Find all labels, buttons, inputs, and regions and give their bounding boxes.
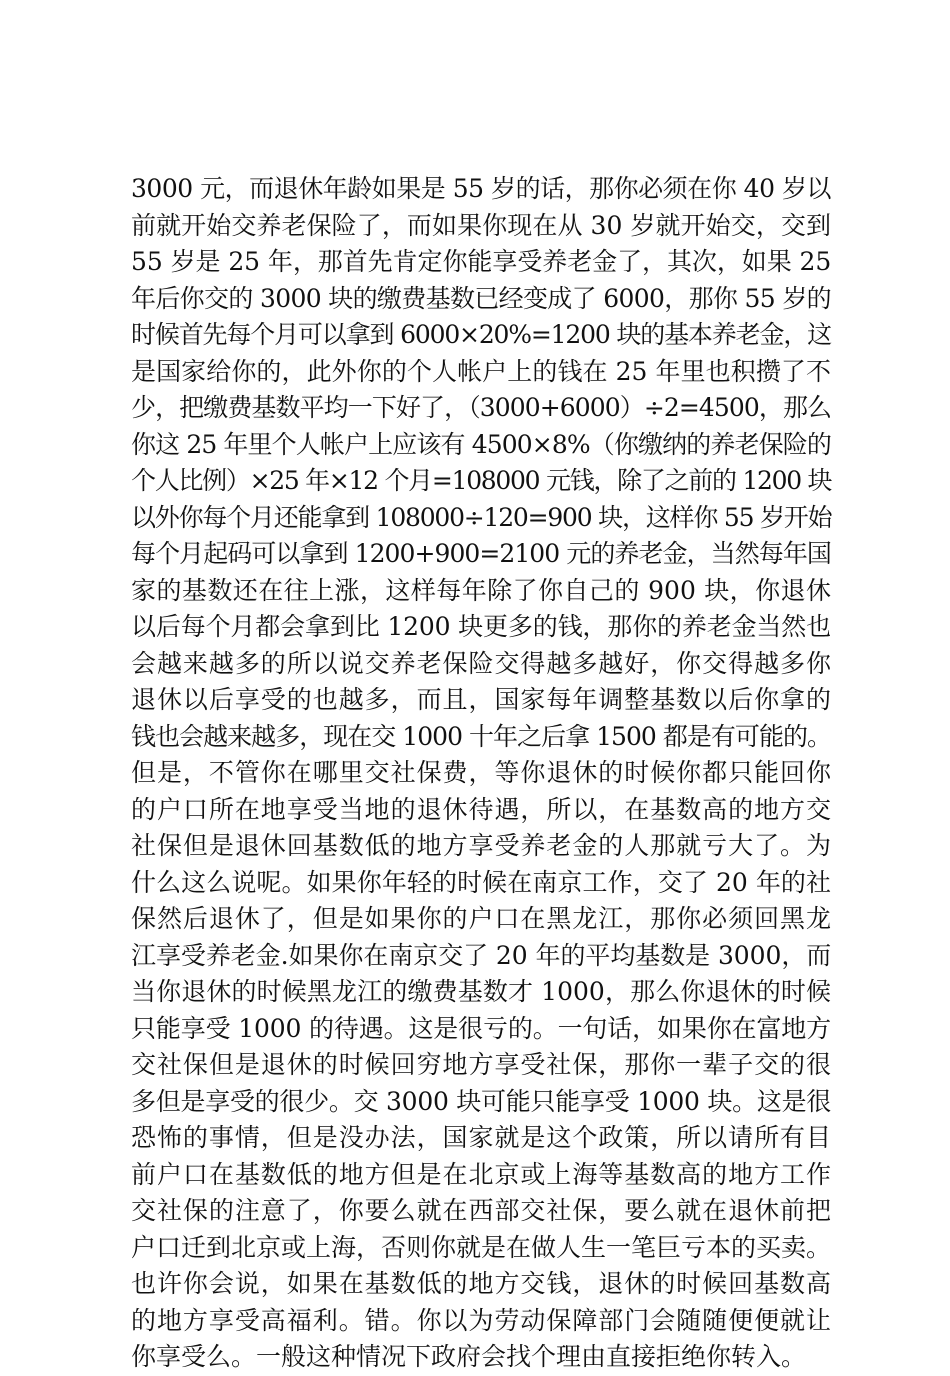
text-line-27: 恐怖的事情，但是没办法，国家就是这个政策，所以请所有目 <box>131 1123 831 1152</box>
text-line-21: 保然后退休了，但是如果你的户口在黑龙江，那你必须回黑龙 <box>131 904 831 933</box>
text-line-32: 的地方享受高福利。错。你以为劳动保障部门会随随便便就让 <box>131 1305 831 1335</box>
text-line-13: 以后每个月都会拿到比 1200 块更多的钱，那你的养老金当然也 <box>131 612 831 641</box>
text-line-20: 什么这么说呢。如果你年轻的时候在南京工作，交了 20 年的社 <box>131 867 831 897</box>
text-line-26: 多但是享受的很少。交 3000 块可能只能享受 1000 块。这是很 <box>131 1086 832 1116</box>
text-line-33: 你享受么。一般这种情况下政府会找个理由直接拒绝你转入。 <box>131 1342 807 1371</box>
text-line-11: 每个月起码可以拿到 1200+900=2100 元的养老金，当然每年国 <box>131 539 831 568</box>
text-line-19: 社保但是退休回基数低的地方享受养老金的人那就亏大了。为 <box>131 831 831 860</box>
text-line-8: 你这 25 年里个人帐户上应该有 4500×8%（你缴纳的养老保险的 <box>131 429 831 459</box>
text-line-16: 钱也会越来越多，现在交 1000 十年之后拿 1500 都是有可能的。 <box>131 721 832 751</box>
text-line-22: 江享受养老金.如果你在南京交了 20 年的平均基数是 3000，而 <box>131 940 832 970</box>
text-line-12: 家的基数还在往上涨，这样每年除了你自己的 900 块，你退休 <box>131 575 831 605</box>
text-line-30: 户口迁到北京或上海，否则你就是在做人生一笔巨亏本的买卖。 <box>131 1232 832 1262</box>
text-line-29: 交社保的注意了，你要么就在西部交社保，要么就在退休前把 <box>131 1196 831 1225</box>
text-line-4: 年后你交的 3000 块的缴费基数已经变成了 6000，那你 55 岁的 <box>131 283 831 313</box>
text-line-31: 也许你会说，如果在基数低的地方交钱，退休的时候回基数高 <box>131 1269 831 1298</box>
text-line-9: 个人比例）×25 年×12 个月=108000 元钱，除了之前的 1200 块 <box>131 466 832 495</box>
text-line-28: 前户口在基数低的地方但是在北京或上海等基数高的地方工作 <box>131 1159 831 1189</box>
text-line-25: 交社保但是退休的时候回穷地方享受社保，那你一辈子交的很 <box>131 1050 831 1079</box>
text-line-23: 当你退休的时候黑龙江的缴费基数才 1000，那么你退休的时候 <box>131 977 831 1006</box>
text-line-24: 只能享受 1000 的待遇。这是很亏的。一句话，如果你在富地方 <box>131 1013 831 1043</box>
text-line-1: 3000 元，而退休年龄如果是 55 岁的话，那你必须在你 40 岁以 <box>131 174 831 203</box>
text-line-2: 前就开始交养老保险了，而如果你现在从 30 岁就开始交，交到 <box>131 210 831 240</box>
body-text <box>131 171 831 1376</box>
text-line-7: 少，把缴费基数平均一下好了，（3000+6000）÷2=4500，那么 <box>131 393 832 422</box>
text-line-14: 会越来越多的所以说交养老保险交得越多越好，你交得越多你 <box>131 648 831 678</box>
text-line-10: 以外你每个月还能拿到 108000÷120=900 块，这样你 55 岁开始 <box>131 502 832 532</box>
text-line-6: 是国家给你的，此外你的个人帐户上的钱在 25 年里也积攒了不 <box>131 356 831 386</box>
text-line-17: 但是，不管你在哪里交社保费，等你退休的时候你都只能回你 <box>131 758 831 787</box>
text-line-3: 55 岁是 25 年，那首先肯定你能享受养老金了，其次，如果 25 <box>131 247 832 276</box>
text-line-5: 时候首先每个月可以拿到 6000×20%=1200 块的基本养老金，这 <box>131 320 831 349</box>
text-line-18: 的户口所在地享受当地的退休待遇，所以，在基数高的地方交 <box>131 794 831 824</box>
text-line-15: 退休以后享受的也越多，而且，国家每年调整基数以后你拿的 <box>131 685 831 714</box>
